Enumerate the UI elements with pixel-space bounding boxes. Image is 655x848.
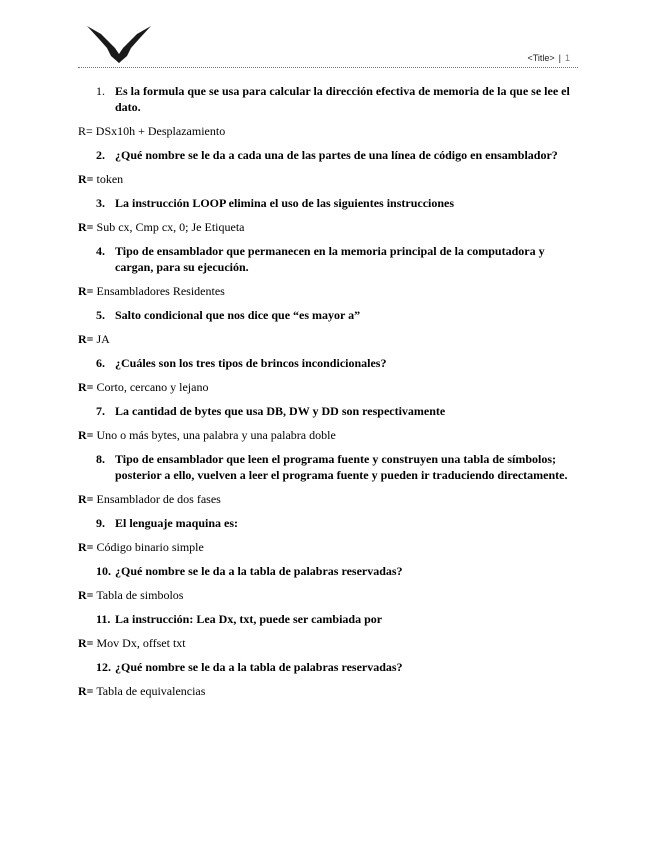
question-text: ¿Qué nombre se le da a cada una de las partes de una línea de código en ensamblador? bbox=[115, 148, 558, 162]
answer-text: DSx10h + Desplazamiento bbox=[95, 124, 226, 138]
question-text: ¿Qué nombre se le da a la tabla de palabras reservadas? bbox=[115, 660, 403, 674]
question-number: 2. bbox=[96, 148, 105, 162]
question-11 bbox=[96, 611, 583, 627]
question-text: La instrucción LOOP elimina el uso de las siguientes instrucciones bbox=[115, 196, 455, 210]
page-header bbox=[527, 53, 570, 63]
question-number: 10. bbox=[96, 564, 111, 578]
header-separator: | bbox=[558, 53, 561, 63]
answer-label: R= bbox=[78, 428, 94, 442]
question-text: Tipo de ensamblador que leen el programa fuente y construyen una tabla de símbolos; posterior a ello, vuelven a leer el programa fuente y pueden ir traduciendo directamente. bbox=[115, 452, 568, 482]
question-4 bbox=[96, 243, 583, 275]
answer-9 bbox=[78, 539, 583, 555]
answer-12 bbox=[78, 683, 583, 699]
answer-text: Tabla de simbolos bbox=[96, 588, 184, 602]
answer-label: R= bbox=[78, 220, 94, 234]
question-3 bbox=[96, 195, 583, 211]
answer-label: R= bbox=[78, 636, 94, 650]
question-10 bbox=[96, 563, 583, 579]
logo-icon bbox=[87, 24, 151, 64]
answer-label: R= bbox=[78, 284, 94, 298]
question-number: 7. bbox=[96, 404, 105, 418]
header-divider bbox=[78, 67, 578, 68]
answer-7 bbox=[78, 427, 583, 443]
answer-5 bbox=[78, 331, 583, 347]
question-9 bbox=[96, 515, 583, 531]
answer-label: R= bbox=[78, 124, 93, 138]
answer-text: Sub cx, Cmp cx, 0; Je Etiqueta bbox=[96, 220, 245, 234]
answer-label: R= bbox=[78, 172, 94, 186]
question-12 bbox=[96, 659, 583, 675]
answer-3 bbox=[78, 219, 583, 235]
question-7 bbox=[96, 403, 583, 419]
answer-text: Uno o más bytes, una palabra y una palabra doble bbox=[96, 428, 336, 442]
answer-2 bbox=[78, 171, 583, 187]
question-number: 4. bbox=[96, 244, 105, 258]
answer-text: Corto, cercano y lejano bbox=[96, 380, 209, 394]
question-8 bbox=[96, 451, 583, 483]
question-number: 3. bbox=[96, 196, 105, 210]
question-number: 1. bbox=[96, 84, 105, 98]
answer-label: R= bbox=[78, 684, 94, 698]
answer-text: Mov Dx, offset txt bbox=[96, 636, 186, 650]
answer-label: R= bbox=[78, 332, 94, 346]
answer-text: Código binario simple bbox=[96, 540, 204, 554]
question-number: 8. bbox=[96, 452, 105, 466]
question-text: Es la formula que se usa para calcular la dirección efectiva de memoria de la que se lee el dato. bbox=[115, 84, 570, 114]
answer-label: R= bbox=[78, 540, 94, 554]
question-number: 11. bbox=[96, 612, 111, 626]
question-number: 6. bbox=[96, 356, 105, 370]
answer-text: Tabla de equivalencias bbox=[96, 684, 206, 698]
answer-11 bbox=[78, 635, 583, 651]
answer-text: Ensamblador de dos fases bbox=[96, 492, 221, 506]
question-list bbox=[78, 83, 583, 707]
question-6 bbox=[96, 355, 583, 371]
answer-4 bbox=[78, 283, 583, 299]
question-text: La cantidad de bytes que usa DB, DW y DD son respectivamente bbox=[115, 404, 446, 418]
answer-1 bbox=[78, 123, 583, 139]
question-text: La instrucción: Lea Dx, txt, puede ser cambiada por bbox=[115, 612, 383, 626]
question-5 bbox=[96, 307, 583, 323]
question-text: El lenguaje maquina es: bbox=[115, 516, 239, 530]
answer-text: JA bbox=[96, 332, 110, 346]
question-text: Tipo de ensamblador que permanecen en la memoria principal de la computadora y cargan, para su ejecución. bbox=[115, 244, 545, 274]
question-text: ¿Cuáles son los tres tipos de brincos incondicionales? bbox=[115, 356, 387, 370]
answer-label: R= bbox=[78, 492, 94, 506]
question-number: 9. bbox=[96, 516, 105, 530]
answer-6 bbox=[78, 379, 583, 395]
answer-8 bbox=[78, 491, 583, 507]
answer-text: Ensambladores Residentes bbox=[96, 284, 225, 298]
header-title: <Title> bbox=[527, 53, 555, 63]
answer-label: R= bbox=[78, 380, 94, 394]
question-number: 12. bbox=[96, 660, 111, 674]
question-text: ¿Qué nombre se le da a la tabla de palabras reservadas? bbox=[115, 564, 403, 578]
question-2 bbox=[96, 147, 583, 163]
question-number: 5. bbox=[96, 308, 105, 322]
answer-text: token bbox=[96, 172, 124, 186]
answer-label: R= bbox=[78, 588, 94, 602]
answer-10 bbox=[78, 587, 583, 603]
question-1 bbox=[96, 83, 583, 115]
page-number: 1 bbox=[564, 53, 570, 63]
question-text: Salto condicional que nos dice que “es mayor a” bbox=[115, 308, 361, 322]
